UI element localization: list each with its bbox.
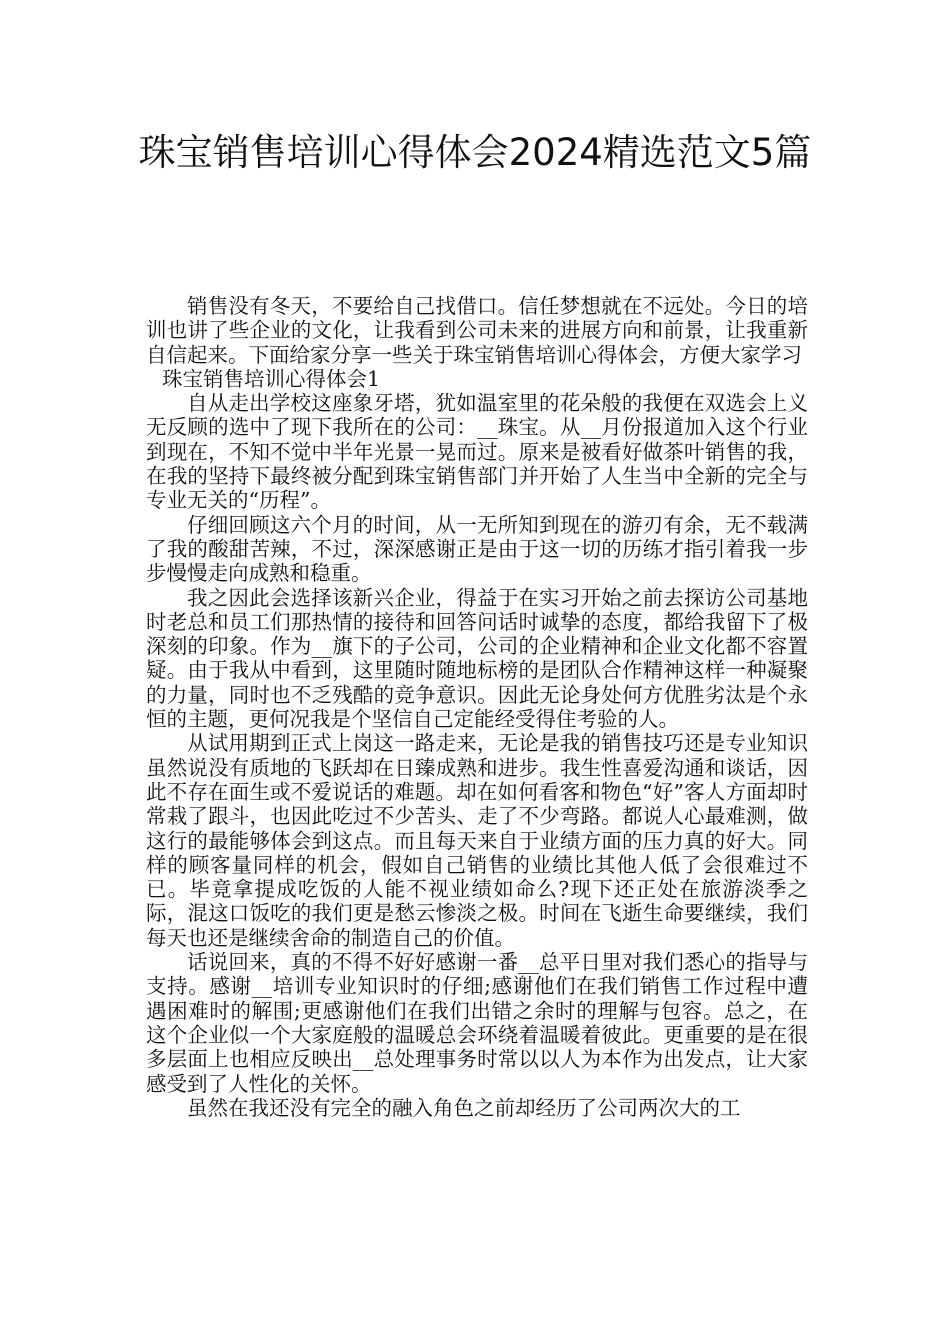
body-paragraph: 仔细回顾这六个月的时间，从一无所知到现在的游刃有余，无不载满了我的酸甜苦辣，不过，深深感谢正是由于这一切的历练才指引着我一步步慢慢走向成熟和稳重。 (146, 512, 808, 586)
body-paragraph: 我之因此会选择该新兴企业，得益于在实习开始之前去探访公司基地时老总和员工们那热情的接待和回答问话时诚挚的态度，都给我留下了极深刻的印象。作为__旗下的子公司，公司的企业精神和企业文化都不容置疑。由于我从中看到，这里随时随地标榜的是团队合作精神这样一种凝聚的力量，同时也不乏残酷的竞争意识。因此无论身处何方优胜劣汰是个永恒的主题，更何况我是个坚信自己定能经受得住考验的人。 (146, 585, 808, 732)
body-paragraph: 自从走出学校这座象牙塔，犹如温室里的花朵般的我便在双选会上义无反顾的选中了现下我所在的公司：__珠宝。从__月份报道加入这个行业到现在，不知不觉中半年光景一晃而过。原来是被看好做茶叶销售的我，在我的坚持下最终被分配到珠宝销售部门并开始了人生当中全新的完全与专业无关的“历程”。 (146, 391, 808, 513)
document-body (146, 294, 808, 1120)
body-paragraph: 话说回来，真的不得不好好感谢一番__总平日里对我们悉心的指导与支持。感谢__培训专业知识时的仔细;感谢他们在我们销售工作过程中遭遇困难时的解围;更感谢他们在我们出错之余时的理解与包容。总之，在这个企业似一个大家庭般的温暖总会环绕着温暖着彼此。更重要的是在很多层面上也相应反映出__总处理事务时常以以人为本作为出发点，让大家感受到了人性化的关怀。 (146, 950, 808, 1096)
body-paragraph: 虽然在我还没有完全的融入角色之前却经历了公司两次大的工 (187, 1095, 741, 1120)
section-heading: 珠宝销售培训心得体会1 (162, 366, 381, 391)
body-paragraph: 从试用期到正式上岗这一路走来，无论是我的销售技巧还是专业知识虽然说没有质地的飞跃却在日臻成熟和进步。我生性喜爱沟通和谈话，因此不存在面生或不爱说话的难题。却在如何看客和物色“好”客人方面却时常栽了跟斗，也因此吃过不少苦头、走了不少弯路。都说人心最难测，做这行的最能够体会到这点。而且每天来自于业绩方面的压力真的好大。同样的顾客量同样的机会，假如自己销售的业绩比其他人低了会很难过不已。毕竟拿提成吃饭的人能不视业绩如命么?现下还正处在旅游淡季之际，混这口饭吃的我们更是愁云惨淡之极。时间在飞逝生命要继续，我们每天也还是继续舍命的制造自己的价值。 (146, 731, 808, 950)
document-title: 珠宝销售培训心得体会2024精选范文5篇 (138, 131, 812, 174)
intro-paragraph: 销售没有冬天，不要给自己找借口。信任梦想就在不远处。今日的培训也讲了些企业的文化，让我看到公司未来的进展方向和前景，让我重新自信起来。下面给家分享一些关于珠宝销售培训心得体会，方便大家学习 (146, 294, 808, 367)
